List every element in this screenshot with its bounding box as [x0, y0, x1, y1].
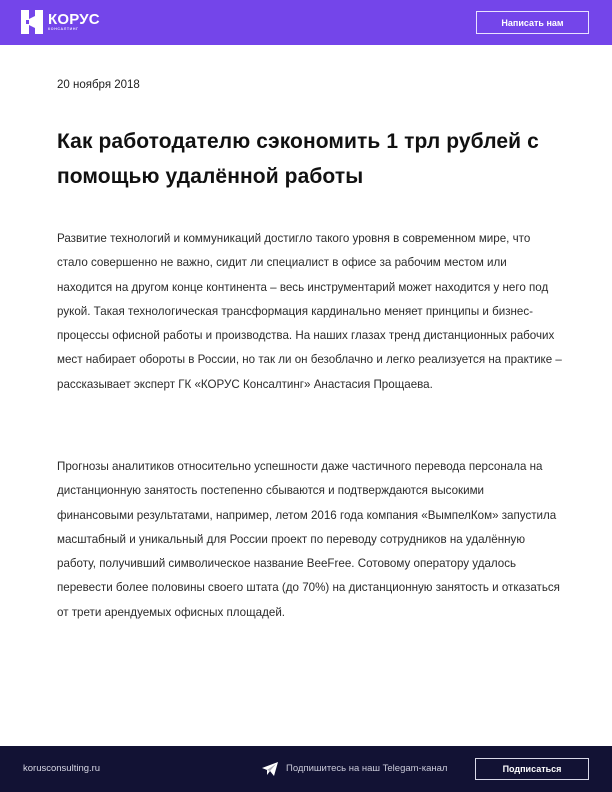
article-paragraph-1: Развитие технологий и коммуникаций достигло такого уровня в современном мире, что стало совершенно не важно, сидит ли специалист в офисе за рабочим местом или находится на другом конце континента – весь инструментарий может находится у него под рукой. Такая технологическая трансформация кардинально меняет принципы и бизнес-процессы офисной работы и производства. На наших глазах тренд дистанционных рабочих мест набирает обороты в России, но так ли он безоблачно и легко реализуется на практике – рассказывает эксперт ГК «КОРУС Консалтинг» Анастасия Прощаева.	[57, 232, 562, 391]
telegram-subscribe-text[interactable]: Подпишитесь на наш Telegam-канал	[286, 763, 448, 774]
footer-site-link[interactable]: korusconsulting.ru	[23, 763, 101, 774]
korus-logo[interactable]	[21, 10, 100, 34]
subscribe-button[interactable]: Подписаться	[475, 758, 589, 780]
logo-subtitle: КОНСАЛТИНГ	[48, 27, 79, 31]
korus-logo-icon	[21, 10, 43, 34]
article-date: 20 ноября 2018	[57, 79, 140, 91]
article-paragraph-2: Прогнозы аналитиков относительно успешности даже частичного перевода персонала на дистанционную занятость постепенно сбываются и подтверждаются высокими финансовыми результатами, например, летом 2016 года компания «ВымпелКом» запустила масштабный и уникальный для России проект по переводу сотрудников на удалённую работу, получивший символическое название BeeFree. Сотовому оператору удалось перевести более половины своего штата (до 70%) на дистанционную занятость и отказаться от трети арендуемых офисных площадей.	[57, 460, 560, 619]
footer	[0, 746, 612, 792]
write-us-button[interactable]: Написать нам	[476, 11, 589, 34]
top-header	[0, 0, 612, 45]
telegram-paper-plane-icon[interactable]	[262, 762, 278, 776]
logo-name: КОРУС	[48, 11, 100, 28]
article-title: Как работодателю сэкономить 1 трл рублей с помощью удалённой работы	[57, 130, 539, 188]
